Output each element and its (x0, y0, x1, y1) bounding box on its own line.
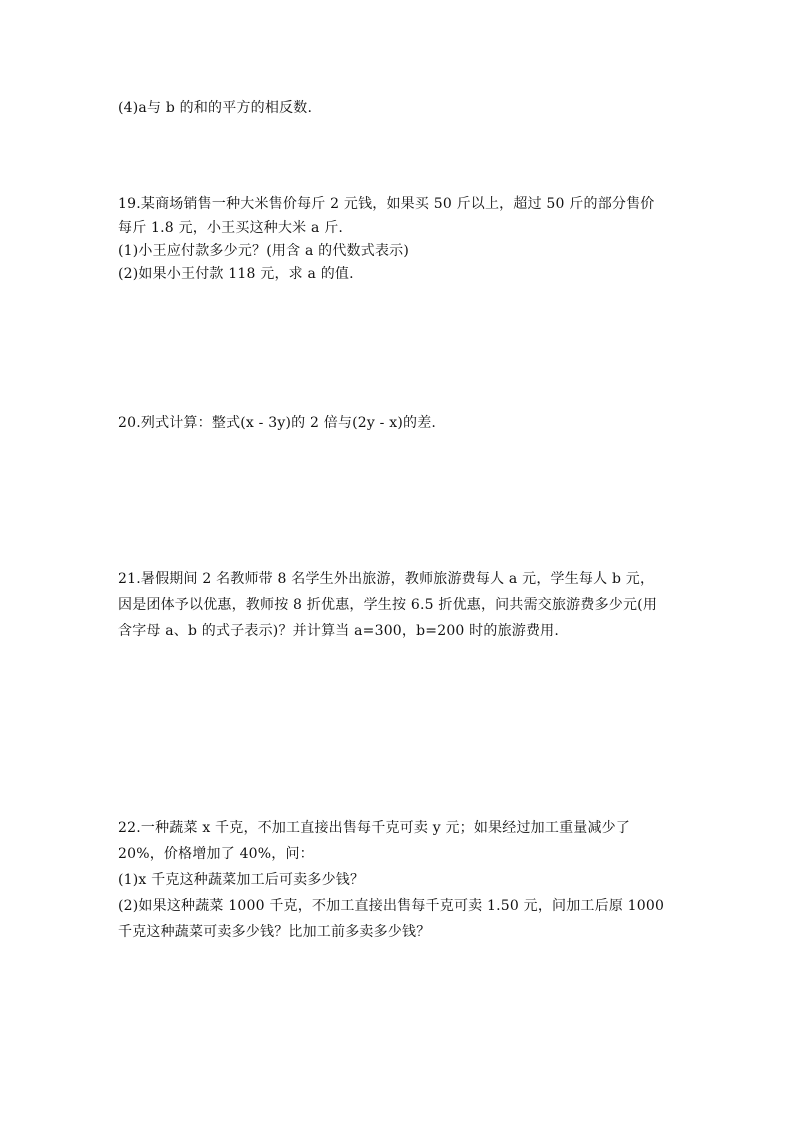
question-19-part-1: (1)小王应付款多少元？(用含 a 的代数式表示) (118, 243, 410, 259)
question-18-part-4 (118, 95, 708, 121)
question-19-part-2: (2)如果小王付款 118 元，求 a 的值. (118, 266, 354, 282)
question-22-part-2-line-1: (2)如果这种蔬菜 1000 千克，不加工直接出售每千克可卖 1.50 元，问加工后原 1000 (118, 898, 665, 914)
question-19 (118, 191, 708, 286)
question-22 (118, 815, 708, 945)
question-22-line-1: 22.一种蔬菜 x 千克，不加工直接出售每千克可卖 y 元；如果经过加工重量减少了 (118, 820, 631, 836)
question-22-part-1: (1)x 千克这种蔬菜加工后可卖多少钱？ (118, 872, 365, 888)
question-19-line-1: 19.某商场销售一种大米售价每斤 2 元钱，如果买 50 斤以上，超过 50 斤的部分售价 (118, 196, 655, 212)
question-21-line-3: 含字母 a、b 的式子表示)？并计算当 a=300，b=200 时的旅游费用. (118, 623, 560, 639)
question-19-line-2: 每斤 1.8 元，小王买这种大米 a 斤. (118, 220, 344, 236)
question-20 (118, 410, 708, 436)
question-21-line-2: 因是团体予以优惠，教师按 8 折优惠，学生按 6.5 折优惠，问共需交旅游费多少元(用 (118, 597, 658, 613)
question-22-part-2-line-2: 千克这种蔬菜可卖多少钱？比加工前多卖多少钱？ (118, 924, 431, 940)
question-22-line-2: 20%，价格增加了 40%，问： (118, 846, 314, 862)
question-21-line-1: 21.暑假期间 2 名教师带 8 名学生外出旅游，教师旅游费每人 a 元，学生每人 b 元， (118, 571, 655, 587)
question-18-part-4-text: (4)a与 b 的和的平方的相反数. (118, 100, 313, 116)
question-21 (118, 566, 708, 644)
question-20-line-1: 20.列式计算：整式(x - 3y)的 2 倍与(2y - x)的差. (118, 415, 437, 431)
